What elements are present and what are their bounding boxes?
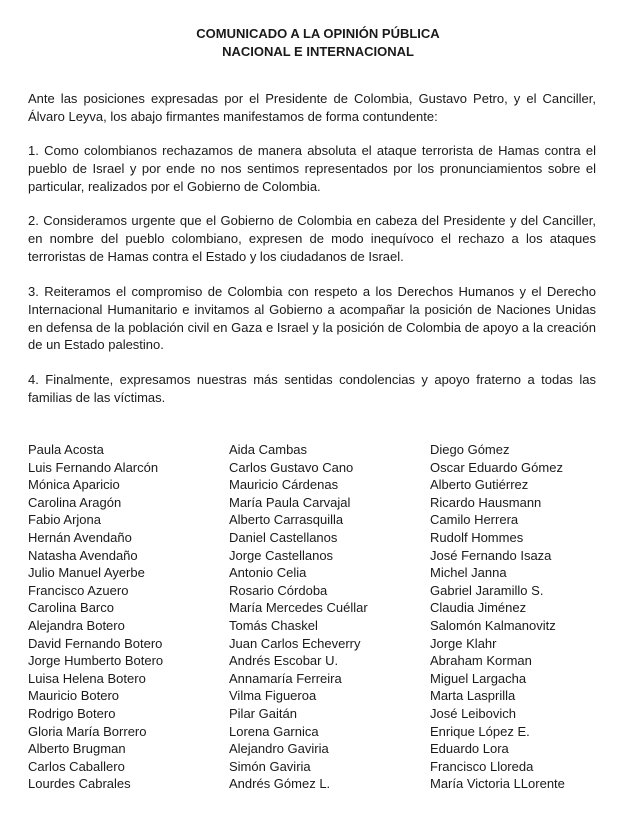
signatory-name: Simón Gaviria: [229, 758, 311, 774]
signatory-name: Luis Fernando Alarcón: [28, 459, 159, 475]
signatory-name: Carolina Aragón: [28, 494, 122, 510]
signatory-name: Francisco Lloreda: [430, 758, 534, 774]
signatory-name: Fabio Arjona: [28, 512, 101, 528]
signatory-name: Hernán Avendaño: [28, 529, 132, 545]
point-4-paragraph: 4. Finalmente, expresamos nuestras más sentidas condolencias y apoyo fraterno a todas las familias de las víctimas.: [28, 372, 596, 405]
signatory-name: Alberto Gutiérrez: [430, 477, 529, 493]
signatory-name: Natasha Avendaño: [28, 547, 138, 563]
document-title-line-1: COMUNICADO A LA OPINIÓN PÚBLICA: [196, 26, 440, 41]
signatories-column-1: [28, 441, 218, 793]
signatory-name: Carlos Gustavo Cano: [229, 459, 354, 475]
signatory-name: Alejandra Botero: [28, 617, 125, 633]
signatory-name: Aida Cambas: [229, 442, 308, 457]
signatory-name: Paula Acosta: [28, 442, 104, 457]
signatory-name: Camilo Herrera: [430, 512, 519, 528]
signatory-name: Gloria María Borrero: [28, 723, 147, 739]
signatory-name: Ricardo Hausmann: [430, 494, 542, 510]
signatory-name: María Mercedes Cuéllar: [229, 600, 368, 616]
signatory-name: Diego Gómez: [430, 442, 510, 457]
signatory-name: Alberto Brugman: [28, 741, 126, 757]
signatory-name: Andrés Gómez L.: [229, 776, 331, 792]
signatory-name: Miguel Largacha: [430, 670, 527, 686]
signatory-name: Rodrigo Botero: [28, 705, 116, 721]
signatory-name: Mauricio Cárdenas: [229, 477, 339, 493]
signatory-name: Annamaría Ferreira: [229, 670, 342, 686]
signatory-name: Tomás Chaskel: [229, 617, 318, 633]
signatory-name: Jorge Castellanos: [229, 547, 334, 563]
point-2-paragraph: 2. Consideramos urgente que el Gobierno de Colombia en cabeza del Presidente y del Canciller, en nombre del pueblo colombiano, expresen de modo inequívoco el rechazo a los ataques terroristas de Hamas contra el Estado y los ciudadanos de Israel.: [28, 213, 596, 264]
signatory-name: Abraham Korman: [430, 653, 532, 669]
signatory-name: José Fernando Isaza: [430, 547, 552, 563]
signatory-name: Lourdes Cabrales: [28, 776, 131, 792]
signatory-name: Claudia Jiménez: [430, 600, 527, 616]
signatory-name: Marta Lasprilla: [430, 688, 516, 704]
signatories-column-2: [229, 441, 424, 793]
signatory-name: Jorge Klahr: [430, 635, 497, 651]
signatory-name: Mónica Aparicio: [28, 477, 120, 493]
signatory-name: Lorena Garnica: [229, 723, 319, 739]
point-3-paragraph: 3. Reiteramos el compromiso de Colombia con respeto a los Derechos Humanos y el Derecho Internacional Humanitario e invitamos al Gobierno a acompañar la posición de Naciones Unidas en defensa de la población civil en Gaza e Israel y la posición de Colombia de apoyo a la creación de un Estado palestino.: [28, 284, 596, 353]
signatory-name: José Leibovich: [430, 705, 516, 721]
signatory-name: Alberto Carrasquilla: [229, 512, 344, 528]
signatory-name: María Paula Carvajal: [229, 494, 351, 510]
signatory-name: Daniel Castellanos: [229, 529, 338, 545]
signatory-name: Salomón Kalmanovitz: [430, 617, 556, 633]
signatory-name: Francisco Azuero: [28, 582, 129, 598]
signatories-column-3: [430, 441, 620, 793]
signatory-name: María Victoria LLorente: [430, 776, 565, 792]
signatory-name: Carlos Caballero: [28, 758, 125, 774]
signatory-name: David Fernando Botero: [28, 635, 163, 651]
signatory-name: Jorge Humberto Botero: [28, 653, 164, 669]
signatory-name: Michel Janna: [430, 565, 507, 581]
signatory-name: Oscar Eduardo Gómez: [430, 459, 563, 475]
signatory-name: Carolina Barco: [28, 600, 114, 616]
signatory-name: Eduardo Lora: [430, 741, 509, 757]
signatory-name: Vilma Figueroa: [229, 688, 317, 704]
signatory-name: Luisa Helena Botero: [28, 670, 146, 686]
signatory-name: Julio Manuel Ayerbe: [28, 565, 145, 581]
signatory-name: Rudolf Hommes: [430, 529, 524, 545]
signatory-name: Rosario Córdoba: [229, 582, 328, 598]
signatory-name: Antonio Celia: [229, 565, 307, 581]
signatory-name: Juan Carlos Echeverry: [229, 635, 361, 651]
signatory-name: Gabriel Jaramillo S.: [430, 582, 544, 598]
intro-paragraph: Ante las posiciones expresadas por el Presidente de Colombia, Gustavo Petro, y el Canciller, Álvaro Leyva, los abajo firmantes manifestamos de forma contundente:: [28, 91, 596, 124]
point-1-paragraph: 1. Como colombianos rechazamos de manera absoluta el ataque terrorista de Hamas contra el pueblo de Israel y por ende no nos sentimos representados por los pronunciamientos sobre el particular, realizados por el Gobierno de Colombia.: [28, 143, 596, 194]
signatory-name: Alejandro Gaviria: [229, 741, 329, 757]
document-title-line-2: NACIONAL E INTERNACIONAL: [222, 44, 414, 59]
signatory-name: Enrique López E.: [430, 723, 530, 739]
signatory-name: Pilar Gaitán: [229, 705, 297, 721]
signatory-name: Andrés Escobar U.: [229, 653, 339, 669]
signatory-name: Mauricio Botero: [28, 688, 120, 704]
